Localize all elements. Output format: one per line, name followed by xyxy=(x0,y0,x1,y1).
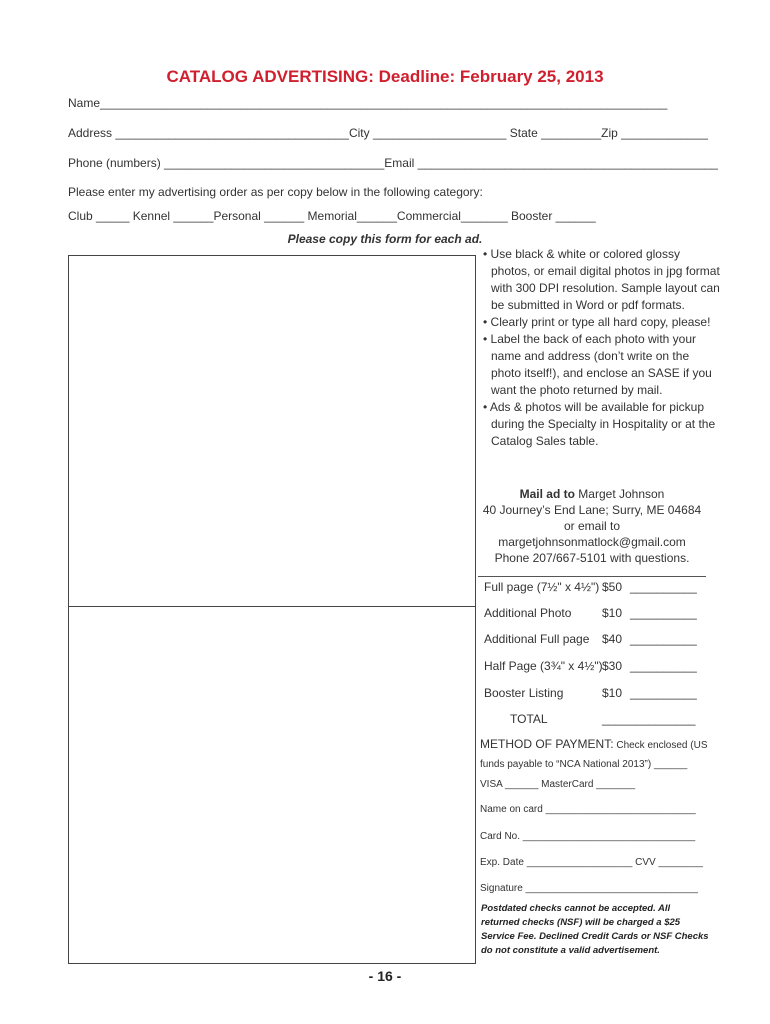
price-item: Additional Photo xyxy=(484,606,572,620)
price-blank[interactable]: __________ xyxy=(630,580,697,594)
ad-box-top[interactable] xyxy=(68,255,476,607)
instruction-item: • Ads & photos will be available for pickup during the Specialty in Hospitality or at the Catalog Sales table. xyxy=(483,400,716,448)
title-main: CATALOG ADVERTISING: xyxy=(166,67,374,86)
mail-or-email: or email to xyxy=(563,519,621,533)
expiry-cvv-field[interactable]: Exp. Date ___________________ CVV ________ xyxy=(480,857,703,868)
total-row[interactable] xyxy=(484,712,714,732)
price-row[interactable] xyxy=(484,686,714,706)
total-blank[interactable]: ______________ xyxy=(602,712,696,726)
price-row[interactable] xyxy=(484,632,714,652)
price-amount: $40 xyxy=(602,632,623,646)
price-amount: $10 xyxy=(602,606,623,620)
phone-email-field[interactable]: Phone (numbers) _________________________________Email _____________________________________________ xyxy=(68,156,718,170)
price-row[interactable] xyxy=(484,659,714,679)
card-type[interactable]: VISA ______ MasterCard _______ xyxy=(480,779,636,790)
price-item: Half Page (3¾" x 4½") xyxy=(484,659,603,673)
card-number-field[interactable]: Card No. _______________________________ xyxy=(480,831,696,842)
price-blank[interactable]: __________ xyxy=(630,632,697,646)
ad-box-bottom[interactable] xyxy=(68,606,476,964)
price-amount: $50 xyxy=(602,580,623,594)
payment-check: Check enclosed (US xyxy=(613,740,708,751)
mail-email: margetjohnsonmatlock@gmail.com xyxy=(498,535,686,549)
mail-address: 40 Journey’s End Lane; Surry, ME 04684 xyxy=(482,503,702,517)
category-field[interactable]: Club _____ Kennel ______Personal ______ Memorial______Commercial_______ Booster ______ xyxy=(68,209,596,223)
price-amount: $30 xyxy=(602,659,623,673)
payment-heading xyxy=(480,737,710,751)
name-field[interactable]: Name_____________________________________________________________________________________ xyxy=(68,96,668,110)
mail-phone: Phone 207/667-5101 with questions. xyxy=(494,551,690,565)
instruction-item: • Use black & white or colored glossy photos, or email digital photos in jpg format with 300 DPI resolution. Sample layout can be submitted in Word or pdf formats. xyxy=(483,247,720,312)
price-item: Full page (7½" x 4½") xyxy=(484,580,600,594)
price-item: Additional Full page xyxy=(484,632,590,646)
price-blank[interactable]: __________ xyxy=(630,606,697,620)
payment-notice: Postdated checks cannot be accepted. All returned checks (NSF) will be charged a $25 Service Fee. Declined Credit Cards or NSF Checks do not constitute a valid advertisement. xyxy=(481,903,709,956)
price-amount: $10 xyxy=(602,686,623,700)
page-title xyxy=(0,67,770,87)
instruction-item: • Label the back of each photo with your name and address (don’t write on the photo itself!), and enclose an SASE if you want the photo returned by mail. xyxy=(483,332,712,397)
price-row[interactable] xyxy=(484,606,714,626)
instructions-list xyxy=(480,246,720,450)
payment-heading-text: METHOD OF PAYMENT: xyxy=(480,737,614,751)
price-item: Booster Listing xyxy=(484,686,564,700)
price-blank[interactable]: __________ xyxy=(630,659,697,673)
title-deadline: Deadline: February 25, 2013 xyxy=(373,67,604,86)
page-number: - 16 - xyxy=(368,968,402,984)
name-on-card-field[interactable]: Name on card ___________________________ xyxy=(480,804,696,815)
price-row[interactable] xyxy=(484,580,714,600)
divider xyxy=(478,576,706,577)
price-blank[interactable]: __________ xyxy=(630,686,697,700)
instruction-text: Please enter my advertising order as per copy below in the following category: xyxy=(68,185,483,199)
signature-field[interactable]: Signature _______________________________ xyxy=(480,883,698,894)
copy-note: Please copy this form for each ad. xyxy=(287,232,483,246)
mail-label: Mail ad to xyxy=(519,487,575,501)
address-field[interactable]: Address ___________________________________City ____________________ State _________Zip _____________ xyxy=(68,126,708,140)
mail-info xyxy=(478,486,706,566)
mail-name: Marget Johnson xyxy=(574,487,665,501)
total-label: TOTAL xyxy=(510,712,548,726)
instruction-item: • Clearly print or type all hard copy, please! xyxy=(483,315,711,329)
check-payable[interactable]: funds payable to “NCA National 2013”) ______ xyxy=(480,759,688,770)
